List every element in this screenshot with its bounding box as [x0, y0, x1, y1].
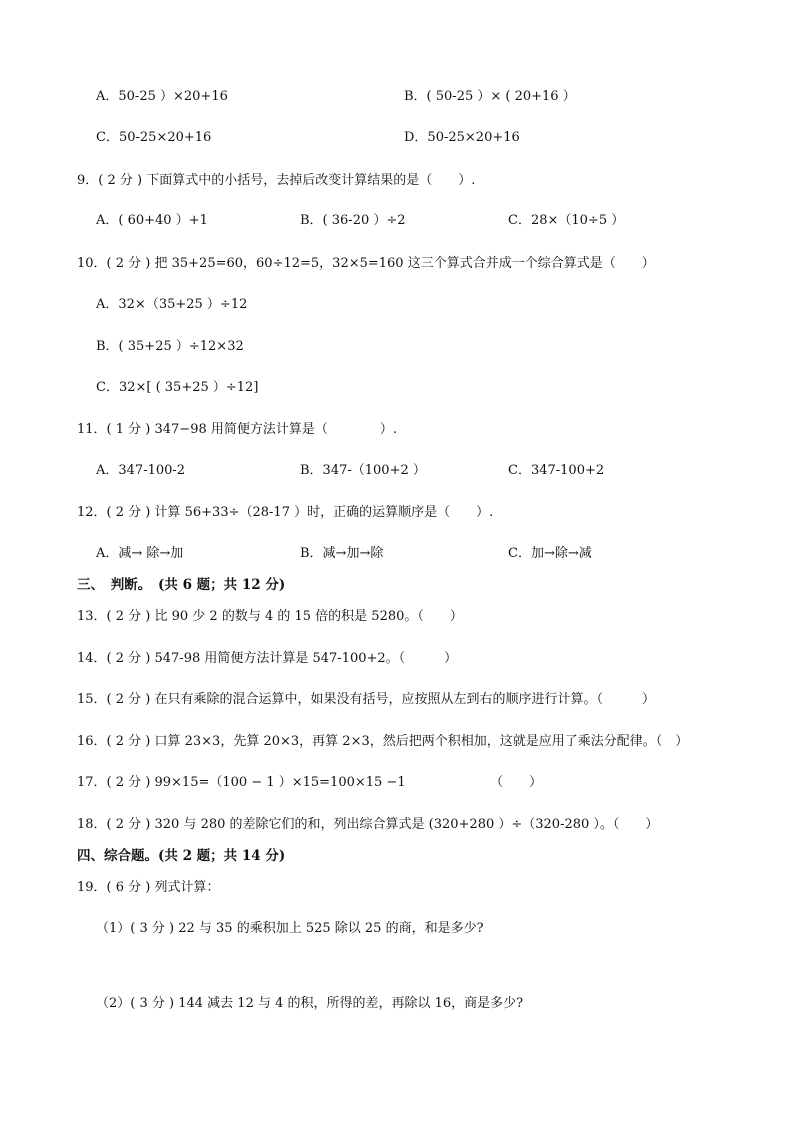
q8-option-c: C．50-25×20+16 [96, 130, 212, 145]
q19-part-1: （1）( 3 分 ) 22 与 35 的乘积加上 525 除以 25 的商，和是多少? [96, 921, 484, 936]
q8-option-a: A．50-25 ）×20+16 [96, 89, 228, 104]
q17-statement: 17．( 2 分 ) 99×15=（100 − 1 ）×15=100×15 −1 （ ） [77, 775, 543, 790]
q9-option-c: C．28×（10÷5 ） [508, 213, 625, 228]
q11-stem: 11．( 1 分 ) 347−98 用简便方法计算是（ ）. [77, 422, 397, 437]
q10-option-b: B．( 35+25 ）÷12×32 [96, 339, 244, 354]
q10-option-a: A．32×（35+25 ）÷12 [96, 297, 248, 312]
section-3-title: 三、 判断。 (共 6 题；共 12 分) [77, 577, 286, 593]
q11-option-c: C．347-100+2 [508, 463, 605, 478]
q12-stem: 12．( 2 分 ) 计算 56+33÷（28-17 ）时，正确的运算顺序是（ ）. [77, 505, 494, 520]
section-4-title: 四、综合题。(共 2 题；共 14 分) [77, 848, 286, 864]
q18-statement: 18．( 2 分 ) 320 与 280 的差除它们的和，列出综合算式是 (320+280 ）÷（320-280 ）。（ ） [77, 817, 659, 832]
q19-stem: 19．( 6 分 ) 列式计算： [77, 880, 220, 895]
q8-option-b: B．( 50-25 ）× ( 20+16 ） [404, 89, 576, 104]
q12-option-b: B．减→加→除 [300, 546, 384, 561]
q9-option-b: B．( 36-20 ）÷2 [300, 213, 406, 228]
q16-statement: 16．( 2 分 ) 口算 23×3，先算 20×3，再算 2×3，然后把两个积相加，这就是应用了乘法分配律。（ ） [77, 734, 689, 749]
q12-option-a: A．减→ 除→加 [96, 546, 184, 561]
q9-stem: 9．( 2 分 ) 下面算式中的小括号，去掉后改变计算结果的是（ ）. [77, 173, 476, 188]
q19-part-2: （2）( 3 分 ) 144 减去 12 与 4 的积，所得的差，再除以 16，商是多少? [96, 996, 524, 1011]
q11-option-a: A．347-100-2 [96, 463, 186, 478]
q14-statement: 14．( 2 分 ) 547-98 用简便方法计算是 547-100+2。（ ） [77, 651, 458, 666]
q8-option-d: D．50-25×20+16 [404, 130, 520, 145]
q10-option-c: C．32×[ ( 35+25 ）÷12] [96, 380, 259, 395]
q15-statement: 15．( 2 分 ) 在只有乘除的混合运算中，如果没有括号，应按照从左到右的顺序进行计算。（ ） [77, 692, 655, 707]
q9-option-a: A．( 60+40 ）+1 [96, 213, 208, 228]
q12-option-c: C．加→除→减 [508, 546, 592, 561]
q10-stem: 10．( 2 分 ) 把 35+25=60，60÷12=5，32×5=160 这三个算式合并成一个综合算式是（ ） [77, 256, 655, 271]
q13-statement: 13．( 2 分 ) 比 90 少 2 的数与 4 的 15 倍的积是 5280。（ ） [77, 609, 463, 624]
q11-option-b: B．347-（100+2 ） [300, 463, 426, 478]
